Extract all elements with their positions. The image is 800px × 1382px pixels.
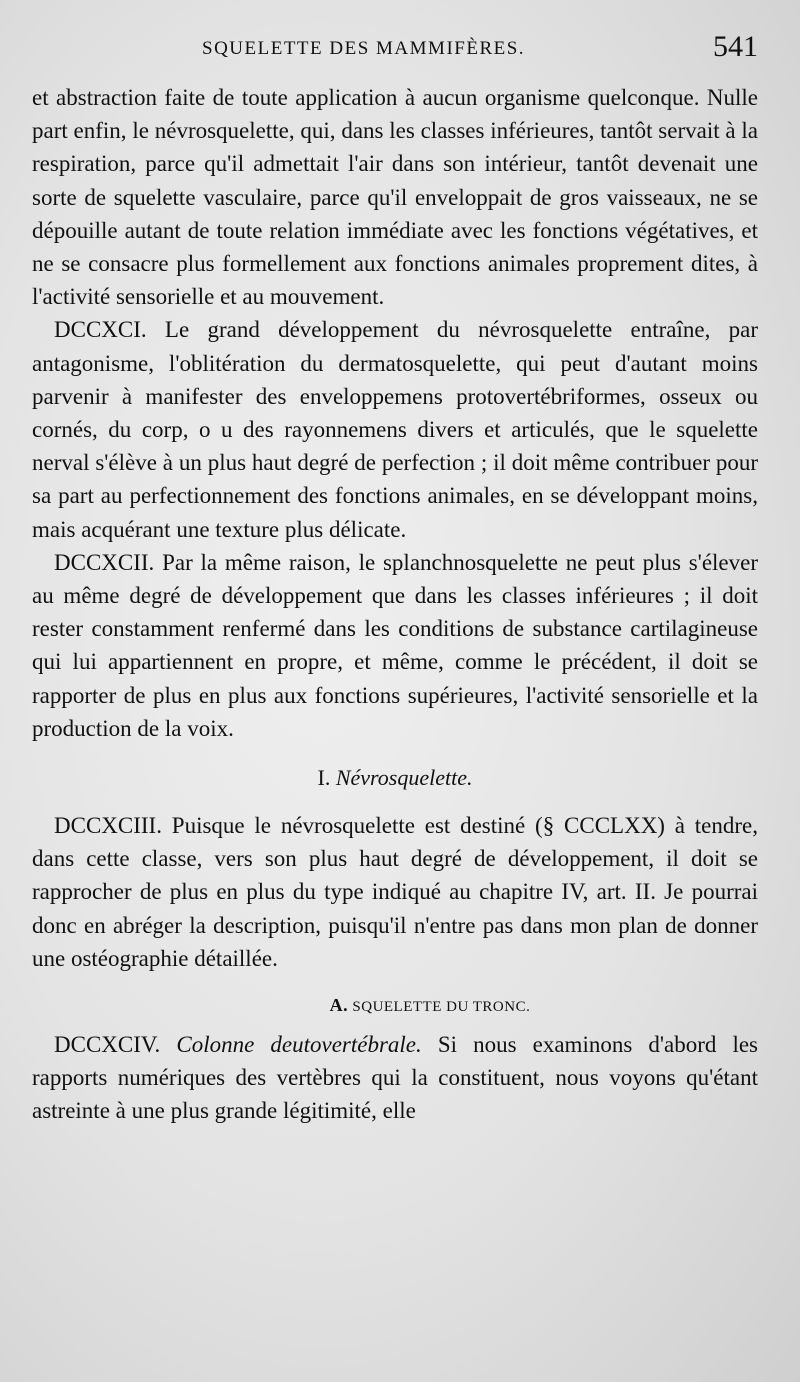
page-number: 541 [713, 30, 758, 63]
paragraph-number: DCCXCIV. [54, 1032, 161, 1058]
paragraph-continuation: et abstraction faite de toute application à aucun organisme quelconque. Nulle part enfin, le névrosquelette, qui, dans les classes inférieures, tantôt servait à la respiration, parce qu'il admettait l'air dans son intérieur, tantôt devenait une sorte de squelette vasculaire, parce qu'il enveloppait de gros vaisseaux, ne se dépouille autant de toute relation immédiate avec les fonctions végétatives, et ne se consacre plus formellement aux fonctions animales proprement dites, à l'activité sensorielle et au mouvement. [32, 85, 758, 310]
section-heading-squelette-du-tronc [102, 995, 758, 1016]
paragraph-text: Si nous examinons d'abord les rapports numériques des vertèbres qui la constituent, nous voyons qu'étant astreinte à une plus grande légitimité, elle [32, 1032, 758, 1124]
running-title: SQUELETTE DES MAMMIFÈRES. [202, 38, 526, 59]
running-head [32, 28, 758, 78]
subheading-nevrosquelette [32, 765, 758, 791]
subheading-number: I. [317, 765, 331, 791]
section-title: SQUELETTE DU TRONC. [352, 999, 531, 1016]
paragraph-italic-title: Colonne deutovertébrale. [176, 1032, 422, 1058]
subheading-title: Névrosquelette. [335, 765, 473, 791]
section-letter: A. [329, 995, 349, 1016]
paragraph-dccxcii: DCCXCII. Par la même raison, le splanchnosquelette ne peut plus s'élever au même degré de développement que dans les classes inférieures ; il doit rester constamment renfermé dans les conditions de substance cartilagineuse qui lui appartiennent en propre, et même, comme le précédent, il doit se rapporter de plus en plus aux fonctions supérieures, l'activité sensorielle et la production de la voix. [32, 549, 758, 741]
paragraph-dccxci: DCCXCI. Le grand développement du névrosquelette entraîne, par antagonisme, l'oblitération du dermatosquelette, qui peut d'autant moins parvenir à manifester des enveloppemens protovertébriformes, osseux ou cornés, du corp, o u des rayonnemens divers et articulés, que le squelette nerval s'élève à un plus haut degré de perfection ; il doit même contribuer pour sa part au perfectionnement des fonctions animales, en se développant moins, mais acquérant une texture plus délicate. [32, 317, 758, 542]
paragraph-dccxciii: DCCXCIII. Puisque le névrosquelette est destiné (§ CCCLXX) à tendre, dans cette classe, vers son plus haut degré de développement, il doit se rapprocher de plus en plus du type indiqué au chapitre IV, art. II. Je pourrai donc en abréger la description, puisqu'il n'entre pas dans mon plan de donner une ostéographie détaillée. [32, 813, 758, 971]
paragraph-dccxciv [32, 1028, 758, 1128]
